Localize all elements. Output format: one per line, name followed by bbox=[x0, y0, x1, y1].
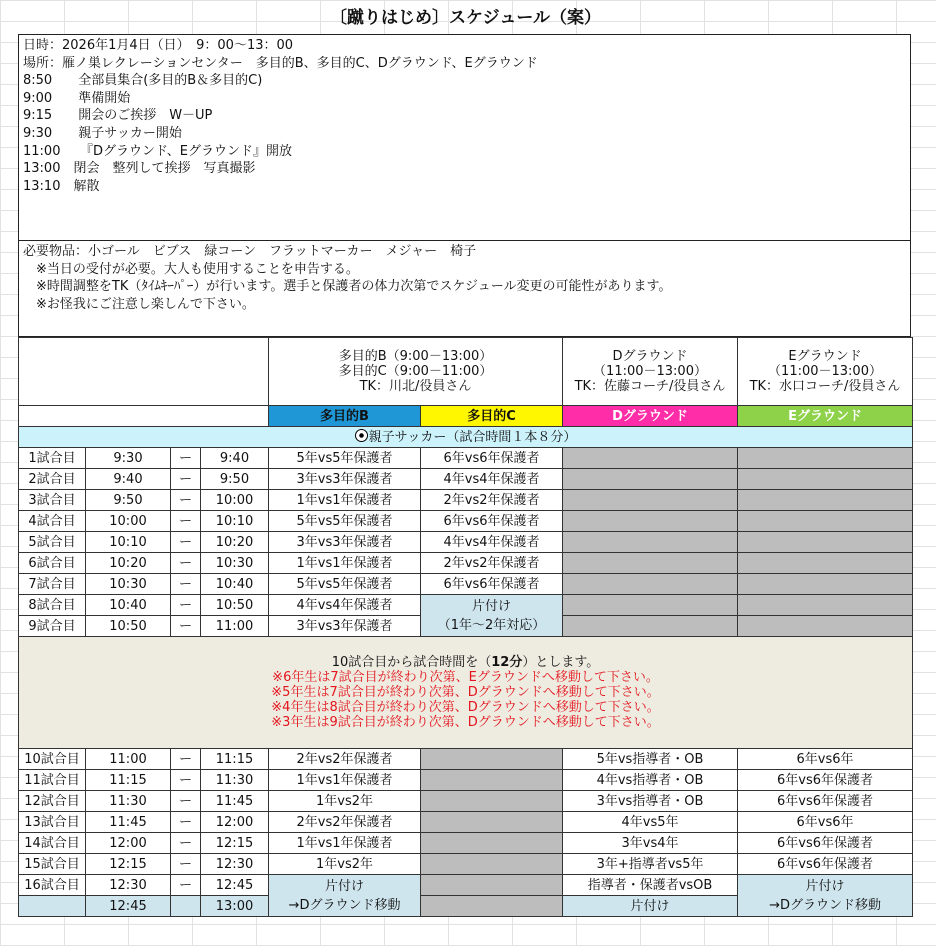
venue-b-cell: 5年vs5年保護者 bbox=[269, 574, 421, 595]
dash-cell: ー bbox=[171, 553, 201, 574]
notice-line bbox=[21, 655, 910, 670]
venue-b-cleanup-cell: 片付け →Dグラウンド移動 bbox=[269, 875, 421, 917]
match-number-cell: 10試合目 bbox=[19, 749, 86, 770]
venue-header-line: Dグラウンド bbox=[612, 349, 688, 364]
venue-e-empty-cell bbox=[738, 553, 913, 574]
venue-d-cell: 3年+指導者vs5年 bbox=[563, 854, 738, 875]
venue-e-cleanup-cell: 片付け →Dグラウンド移動 bbox=[738, 875, 913, 917]
venue-c-cell: 6年vs6年保護者 bbox=[421, 574, 563, 595]
start-time-cell: 9:50 bbox=[86, 490, 171, 511]
start-time-cell: 11:45 bbox=[86, 812, 171, 833]
schedule-line: 場所：雁ノ巣レクレーションセンター 多目的B、多目的C、Dグラウンド、Eグラウンド bbox=[23, 55, 538, 71]
end-time-cell: 11:45 bbox=[201, 791, 269, 812]
table-row bbox=[19, 833, 913, 854]
venue-e-empty-cell bbox=[738, 448, 913, 469]
venue-d-empty-cell bbox=[563, 469, 738, 490]
table-row bbox=[19, 749, 913, 770]
venue-b-cell: 1年vs2年 bbox=[269, 791, 421, 812]
match-number-empty-cell bbox=[19, 896, 86, 917]
match-number-cell: 14試合目 bbox=[19, 833, 86, 854]
end-time-cell: 10:00 bbox=[201, 490, 269, 511]
venue-b-cell: 2年vs2年保護者 bbox=[269, 812, 421, 833]
venue-e-cell: 6年vs6年保護者 bbox=[738, 770, 913, 791]
start-time-cell: 11:00 bbox=[86, 749, 171, 770]
start-time-cell: 12:45 bbox=[86, 896, 171, 917]
end-time-cell: 10:10 bbox=[201, 511, 269, 532]
table-row bbox=[19, 532, 913, 553]
soccer-ball-icon bbox=[355, 429, 368, 442]
match-number-cell: 4試合目 bbox=[19, 511, 86, 532]
schedule-line: 8:50 全部員集合(多目的B＆多目的C) bbox=[23, 73, 263, 89]
table-row bbox=[19, 553, 913, 574]
end-time-cell: 10:50 bbox=[201, 595, 269, 616]
notice-duration: 12分 bbox=[491, 655, 523, 670]
table-row bbox=[19, 770, 913, 791]
dash-cell: ー bbox=[171, 770, 201, 791]
column-label-c: 多目的C bbox=[421, 406, 563, 427]
venue-d-cell: 4年vs指導者・OB bbox=[563, 770, 738, 791]
venue-header-d bbox=[563, 338, 738, 406]
end-time-cell: 10:20 bbox=[201, 532, 269, 553]
column-label-blank bbox=[19, 406, 269, 427]
dash-cell: ー bbox=[171, 595, 201, 616]
notes-line: ※当日の受付が必要。大人も使用することを申告する。 bbox=[23, 261, 359, 277]
venue-b-cell: 5年vs5年保護者 bbox=[269, 511, 421, 532]
venue-e-empty-cell bbox=[738, 616, 913, 637]
dash-cell: ー bbox=[171, 574, 201, 595]
schedule-line: 9:00 準備開始 bbox=[23, 90, 131, 106]
start-time-cell: 10:00 bbox=[86, 511, 171, 532]
page-title: 〔蹴りはじめ〕スケジュール（案） bbox=[330, 8, 601, 28]
table-row bbox=[19, 637, 913, 749]
start-time-cell: 9:40 bbox=[86, 469, 171, 490]
venue-d-empty-cell bbox=[563, 490, 738, 511]
venue-d-cell: 3年vs指導者・OB bbox=[563, 791, 738, 812]
venue-header-line: Eグラウンド bbox=[788, 349, 862, 364]
dash-cell: ー bbox=[171, 833, 201, 854]
table-row bbox=[19, 791, 913, 812]
dash-cell: ー bbox=[171, 875, 201, 896]
end-time-cell: 10:30 bbox=[201, 553, 269, 574]
end-time-cell: 12:15 bbox=[201, 833, 269, 854]
venue-b-cell: 5年vs5年保護者 bbox=[269, 448, 421, 469]
notice-cell bbox=[19, 637, 913, 749]
start-time-cell: 10:10 bbox=[86, 532, 171, 553]
match-number-cell: 9試合目 bbox=[19, 616, 86, 637]
venue-c-empty-cell bbox=[421, 854, 563, 875]
venue-d-cell: 指導者・保護者vsOB bbox=[563, 875, 738, 896]
venue-header-line: TK：佐藤コーチ/役員さん bbox=[574, 379, 726, 394]
venue-c-cell: 6年vs6年保護者 bbox=[421, 448, 563, 469]
section-title: 親子サッカー（試合時間１本８分） bbox=[368, 430, 577, 445]
end-time-cell: 12:30 bbox=[201, 854, 269, 875]
venue-b-cell: 2年vs2年保護者 bbox=[269, 749, 421, 770]
schedule-line: 13:10 解散 bbox=[23, 178, 100, 194]
venue-b-cell: 1年vs1年保護者 bbox=[269, 553, 421, 574]
venue-d-empty-cell bbox=[563, 553, 738, 574]
venue-d-empty-cell bbox=[563, 616, 738, 637]
dash-empty-cell bbox=[171, 896, 201, 917]
venue-c-cell: 4年vs4年保護者 bbox=[421, 532, 563, 553]
venue-b-cell: 3年vs3年保護者 bbox=[269, 532, 421, 553]
dash-cell: ー bbox=[171, 812, 201, 833]
match-number-cell: 6試合目 bbox=[19, 553, 86, 574]
venue-e-empty-cell bbox=[738, 574, 913, 595]
venue-c-empty-cell bbox=[421, 896, 563, 917]
table-row bbox=[19, 448, 913, 469]
venue-c-empty-cell bbox=[421, 812, 563, 833]
start-time-cell: 9:30 bbox=[86, 448, 171, 469]
dash-cell: ー bbox=[171, 791, 201, 812]
dash-cell: ー bbox=[171, 469, 201, 490]
venue-b-cell: 1年vs1年保護者 bbox=[269, 490, 421, 511]
column-label-e: Eグラウンド bbox=[738, 406, 913, 427]
notice-warning: ※4年生は8試合目が終わり次第、Dグラウンドへ移動して下さい。 bbox=[271, 700, 660, 715]
venue-d-cell: 4年vs5年 bbox=[563, 812, 738, 833]
venue-header-bc bbox=[269, 338, 563, 406]
table-row bbox=[19, 854, 913, 875]
venue-header-line: 多目的B（9:00－13:00） bbox=[338, 349, 493, 364]
start-time-cell: 10:50 bbox=[86, 616, 171, 637]
table-row bbox=[19, 595, 913, 616]
end-time-cell: 9:40 bbox=[201, 448, 269, 469]
end-time-cell: 11:15 bbox=[201, 749, 269, 770]
section-title-cell bbox=[19, 427, 913, 448]
venue-c-cleanup-cell: 片付け （1年〜2年対応） bbox=[421, 595, 563, 637]
venue-d-empty-cell bbox=[563, 574, 738, 595]
match-number-cell: 3試合目 bbox=[19, 490, 86, 511]
notice-text: 10試合目から試合時間を（ bbox=[331, 655, 492, 670]
venue-e-cell: 6年vs6年保護者 bbox=[738, 833, 913, 854]
match-number-cell: 8試合目 bbox=[19, 595, 86, 616]
venue-b-cell: 4年vs4年保護者 bbox=[269, 595, 421, 616]
venue-e-empty-cell bbox=[738, 511, 913, 532]
match-number-cell: 12試合目 bbox=[19, 791, 86, 812]
end-time-cell: 12:45 bbox=[201, 875, 269, 896]
start-time-cell: 12:30 bbox=[86, 875, 171, 896]
schedule-line: 日時：2026年1月4日（日） 9：00〜13：00 bbox=[23, 38, 294, 53]
dash-cell: ー bbox=[171, 616, 201, 637]
start-time-cell: 10:40 bbox=[86, 595, 171, 616]
venue-e-cell: 6年vs6年 bbox=[738, 749, 913, 770]
match-number-cell: 13試合目 bbox=[19, 812, 86, 833]
start-time-cell: 12:00 bbox=[86, 833, 171, 854]
schedule-line: 9:30 親子サッカー開始 bbox=[23, 125, 182, 141]
match-number-cell: 11試合目 bbox=[19, 770, 86, 791]
start-time-cell: 10:20 bbox=[86, 553, 171, 574]
venue-e-cell: 6年vs6年 bbox=[738, 812, 913, 833]
venue-d-empty-cell bbox=[563, 448, 738, 469]
match-number-cell: 15試合目 bbox=[19, 854, 86, 875]
dash-cell: ー bbox=[171, 511, 201, 532]
dash-cell: ー bbox=[171, 490, 201, 511]
end-time-cell: 11:00 bbox=[201, 616, 269, 637]
venue-header-line: 多目的C（9:00－11:00） bbox=[338, 364, 493, 379]
match-number-cell: 7試合目 bbox=[19, 574, 86, 595]
start-time-cell: 10:30 bbox=[86, 574, 171, 595]
venue-e-empty-cell bbox=[738, 595, 913, 616]
venue-header-line: （11:00－13:00） bbox=[768, 364, 882, 379]
match-schedule-table bbox=[18, 337, 913, 917]
venue-c-empty-cell bbox=[421, 749, 563, 770]
venue-e-cell: 6年vs6年保護者 bbox=[738, 791, 913, 812]
venue-e-empty-cell bbox=[738, 532, 913, 553]
venue-c-cell: 2年vs2年保護者 bbox=[421, 490, 563, 511]
notice-warning: ※5年生は7試合目が終わり次第、Dグラウンドへ移動して下さい。 bbox=[271, 685, 660, 700]
start-time-cell: 11:30 bbox=[86, 791, 171, 812]
venue-header-line: TK：川北/役員さん bbox=[359, 379, 472, 394]
end-time-cell: 11:30 bbox=[201, 770, 269, 791]
venue-b-cell: 3年vs3年保護者 bbox=[269, 616, 421, 637]
start-time-cell: 11:15 bbox=[86, 770, 171, 791]
venue-e-empty-cell bbox=[738, 469, 913, 490]
header-blank-cell bbox=[19, 338, 269, 406]
venue-b-cell: 3年vs3年保護者 bbox=[269, 469, 421, 490]
notes-line: ※時間調整をTK（ﾀｲﾑｷｰﾊﾟｰ）が行います。選手と保護者の体力次第でスケジュール変更の可能性があります。 bbox=[23, 279, 672, 295]
schedule-box bbox=[18, 34, 911, 241]
venue-d-empty-cell bbox=[563, 511, 738, 532]
venue-header-e bbox=[738, 338, 913, 406]
match-number-cell: 1試合目 bbox=[19, 448, 86, 469]
match-number-cell: 2試合目 bbox=[19, 469, 86, 490]
column-label-b: 多目的B bbox=[269, 406, 421, 427]
notes-line: 必要物品：小ゴール ビブス 緑コーン フラットマーカー メジャー 椅子 bbox=[23, 244, 477, 259]
notes-box bbox=[18, 240, 911, 337]
venue-d-cell: 5年vs指導者・OB bbox=[563, 749, 738, 770]
notice-warning: ※6年生は7試合目が終わり次第、Eグラウンドへ移動して下さい。 bbox=[272, 670, 659, 685]
table-row bbox=[19, 511, 913, 532]
venue-c-empty-cell bbox=[421, 770, 563, 791]
table-row bbox=[19, 875, 913, 896]
column-label-d: Dグラウンド bbox=[563, 406, 738, 427]
venue-b-cell: 1年vs1年保護者 bbox=[269, 770, 421, 791]
end-time-cell: 10:40 bbox=[201, 574, 269, 595]
venue-d-cell: 3年vs4年 bbox=[563, 833, 738, 854]
venue-c-cell: 6年vs6年保護者 bbox=[421, 511, 563, 532]
venue-d-cleanup-cell: 片付け bbox=[563, 896, 738, 917]
match-number-cell: 16試合目 bbox=[19, 875, 86, 896]
schedule-line: 13:00 閉会 整列して挨拶 写真撮影 bbox=[23, 161, 256, 177]
venue-b-cell: 1年vs2年 bbox=[269, 854, 421, 875]
notes-line: ※お怪我にご注意し楽しんで下さい。 bbox=[23, 296, 255, 312]
dash-cell: ー bbox=[171, 749, 201, 770]
table-row bbox=[19, 574, 913, 595]
table-row bbox=[19, 812, 913, 833]
table-row bbox=[19, 469, 913, 490]
notice-text: ）とします。 bbox=[522, 655, 600, 670]
dash-cell: ー bbox=[171, 532, 201, 553]
venue-c-cell: 4年vs4年保護者 bbox=[421, 469, 563, 490]
venue-e-empty-cell bbox=[738, 490, 913, 511]
match-number-cell: 5試合目 bbox=[19, 532, 86, 553]
end-time-cell: 12:00 bbox=[201, 812, 269, 833]
venue-header-line: TK：水口コーチ/役員さん bbox=[749, 379, 901, 394]
venue-c-cell: 2年vs2年保護者 bbox=[421, 553, 563, 574]
venue-d-empty-cell bbox=[563, 532, 738, 553]
venue-d-empty-cell bbox=[563, 595, 738, 616]
venue-c-empty-cell bbox=[421, 833, 563, 854]
table-row bbox=[19, 490, 913, 511]
venue-b-cell: 1年vs1年保護者 bbox=[269, 833, 421, 854]
start-time-cell: 12:15 bbox=[86, 854, 171, 875]
notice-warning: ※3年生は9試合目が終わり次第、Dグラウンドへ移動して下さい。 bbox=[271, 715, 660, 730]
schedule-line: 9:15 開会のご挨拶 W－UP bbox=[23, 108, 213, 124]
venue-c-empty-cell bbox=[421, 791, 563, 812]
end-time-cell: 9:50 bbox=[201, 469, 269, 490]
dash-cell: ー bbox=[171, 448, 201, 469]
dash-cell: ー bbox=[171, 854, 201, 875]
end-time-cell: 13:00 bbox=[201, 896, 269, 917]
venue-header-line: （11:00－13:00） bbox=[593, 364, 707, 379]
schedule-line: 11:00 『Dグラウンド、Eグラウンド』開放 bbox=[23, 143, 293, 159]
venue-c-empty-cell bbox=[421, 875, 563, 896]
venue-e-cell: 6年vs6年保護者 bbox=[738, 854, 913, 875]
